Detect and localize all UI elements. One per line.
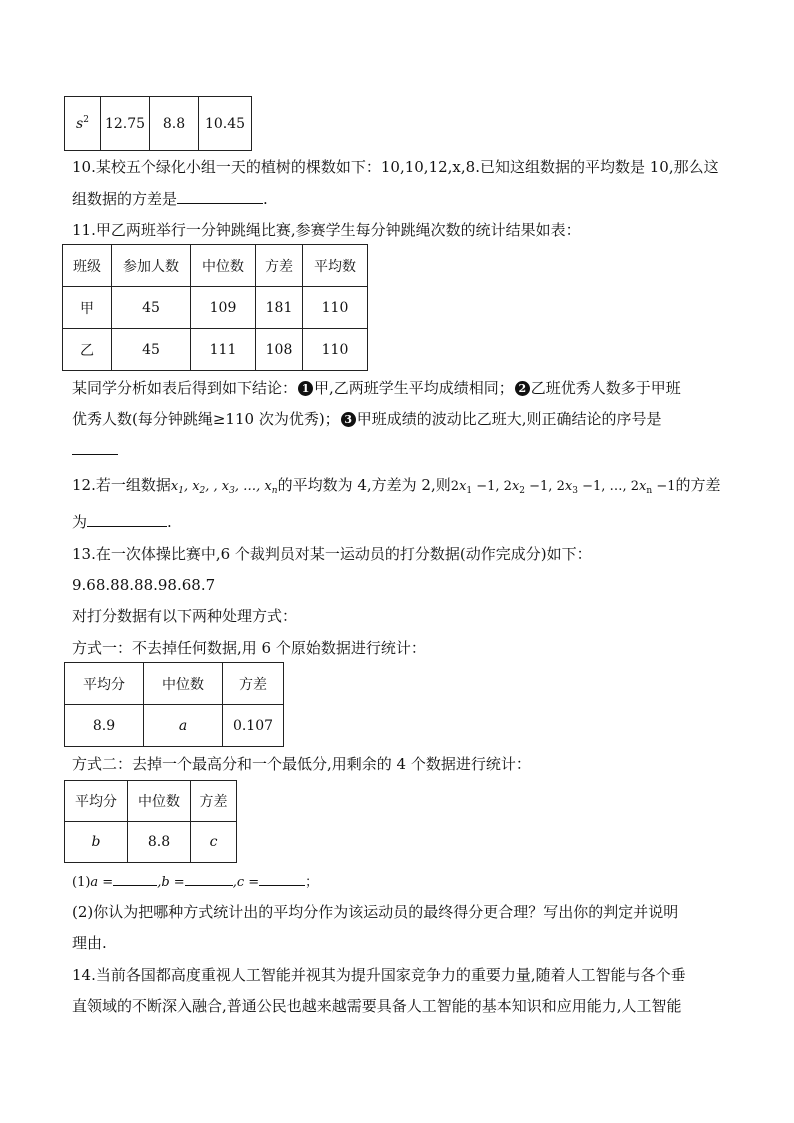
answer-blank[interactable] [87,512,167,527]
table-cell: 45 [112,287,191,329]
var-a-label: a = [90,875,114,890]
table-cell: 45 [112,329,191,371]
circled-number-1: 1 [298,381,313,396]
table-header: 平均分 [65,781,128,822]
q12-text-pre: 12.若一组数据 [72,476,171,494]
answer-blank[interactable] [177,189,263,204]
q12-line1 [72,475,721,501]
table-header: 班级 [63,245,112,287]
circled-number-3: 3 [341,412,356,427]
table-header: 平均分 [65,663,144,705]
table-header: 方差 [223,663,284,705]
method1-table [64,662,284,747]
conclusion-3: 甲班成绩的波动比乙班大,则正确结论的序号是 [356,410,662,428]
q14-line2: 直领域的不断深入融合,普通公民也越来越需要具备人工智能的基本知识和应用能力,人工智能 [72,997,682,1015]
answer-blank[interactable] [72,440,118,455]
table-cell: 8.8 [150,97,199,151]
var-b-label: ,b = [157,875,185,890]
q12-text-post: 的方差 [675,476,721,494]
table-cell: 109 [191,287,256,329]
table-cell: 108 [256,329,303,371]
table-row [65,705,284,747]
table-cell: 8.9 [65,705,144,747]
part-label: (1) [72,875,91,890]
table-cell: b [65,822,128,863]
table-cell: 181 [256,287,303,329]
q12-text-mid: 的平均数为 4,方差为 2,则 [277,476,451,494]
q12-line2-end: . [167,513,172,531]
table-cell: 甲 [63,287,112,329]
table-header: 平均数 [303,245,368,287]
table-header: 方差 [191,781,237,822]
table-row [65,822,237,863]
answer-blank-b[interactable] [185,871,233,886]
conclusion-1: 甲,乙两班学生平均成绩相同； [314,379,514,397]
table-row [63,287,368,329]
table-cell: c [191,822,237,863]
q11-conclusion-intro: 某同学分析如表后得到如下结论： [72,379,298,397]
table-cell: 110 [303,287,368,329]
q11-answer-line [72,440,118,460]
q11-condition: 优秀人数(每分钟跳绳≥110 次为优秀)； [72,410,340,428]
q12-line2 [72,512,172,532]
q10-line1: 10.某校五个绿化小组一天的植树的棵数如下：10,10,12,x,8.已知这组数据的平均数是 10,那么这 [72,158,719,176]
table-cell: 8.8 [128,822,191,863]
part-end: ； [305,875,319,890]
table-header: 方差 [256,245,303,287]
table-cell: 111 [191,329,256,371]
table-cell: 10.45 [199,97,252,151]
q10-line2-end: . [263,190,268,208]
q11-conclusion-line1 [72,378,681,398]
method2-table [64,780,237,863]
q13-data: 9.68.88.88.98.68.7 [72,576,216,594]
conclusion-2: 乙班优秀人数多于甲班 [530,379,681,397]
table-header: 中位数 [191,245,256,287]
q13-intro: 13.在一次体操比赛中,6 个裁判员对某一运动员的打分数据(动作完成分)如下： [72,545,592,563]
var-c-label: ,c = [232,875,260,890]
answer-blank-a[interactable] [113,871,157,886]
q12-transformed-list: $2x_1 -1$, $2x_2 -1$, $2x_3 -1$, …, $2x_n -1$ [450,479,676,496]
q10-line2 [72,189,268,209]
table-cell: 乙 [63,329,112,371]
answer-blank-c[interactable] [259,871,305,886]
jump-rope-table [62,244,368,371]
table-header: 参加人数 [112,245,191,287]
q10-line2-text: 组数据的方差是 [72,190,178,208]
circled-number-2: 2 [515,381,530,396]
table-header: 中位数 [144,663,223,705]
table-cell: 110 [303,329,368,371]
variance-label: $s^2$ [65,97,101,151]
q14-line1: 14.当前各国都高度重视人工智能并视其为提升国家竞争力的重要力量,随着人工智能与各个垂 [72,966,686,984]
q13-method1-title: 方式一：不去掉任何数据,用 6 个原始数据进行统计： [72,639,426,657]
q13-part1 [72,871,318,893]
table-cell: a [144,705,223,747]
q11-intro: 11.甲乙两班举行一分钟跳绳比赛,参赛学生每分钟跳绳次数的统计结果如表： [72,221,581,239]
q13-methods-intro: 对打分数据有以下两种处理方式： [72,607,298,625]
q13-part2-line1: (2)你认为把哪种方式统计出的平均分作为该运动员的最终得分更合理？写出你的判定并说明 [72,903,679,921]
table-cell: 12.75 [101,97,150,151]
q13-part2-line2: 理由. [72,934,107,952]
table-header: 中位数 [128,781,191,822]
q13-method2-title: 方式二：去掉一个最高分和一个最低分,用剩余的 4 个数据进行统计： [72,755,531,773]
q12-line2-text: 为 [72,513,88,531]
q12-data-list: $x_1$, $x_2$, , $x_3$, …, $x_n$ [170,479,278,496]
table-cell: 0.107 [223,705,284,747]
table-row [63,329,368,371]
variance-table-top [64,96,252,151]
q11-conclusion-line2 [72,409,661,429]
